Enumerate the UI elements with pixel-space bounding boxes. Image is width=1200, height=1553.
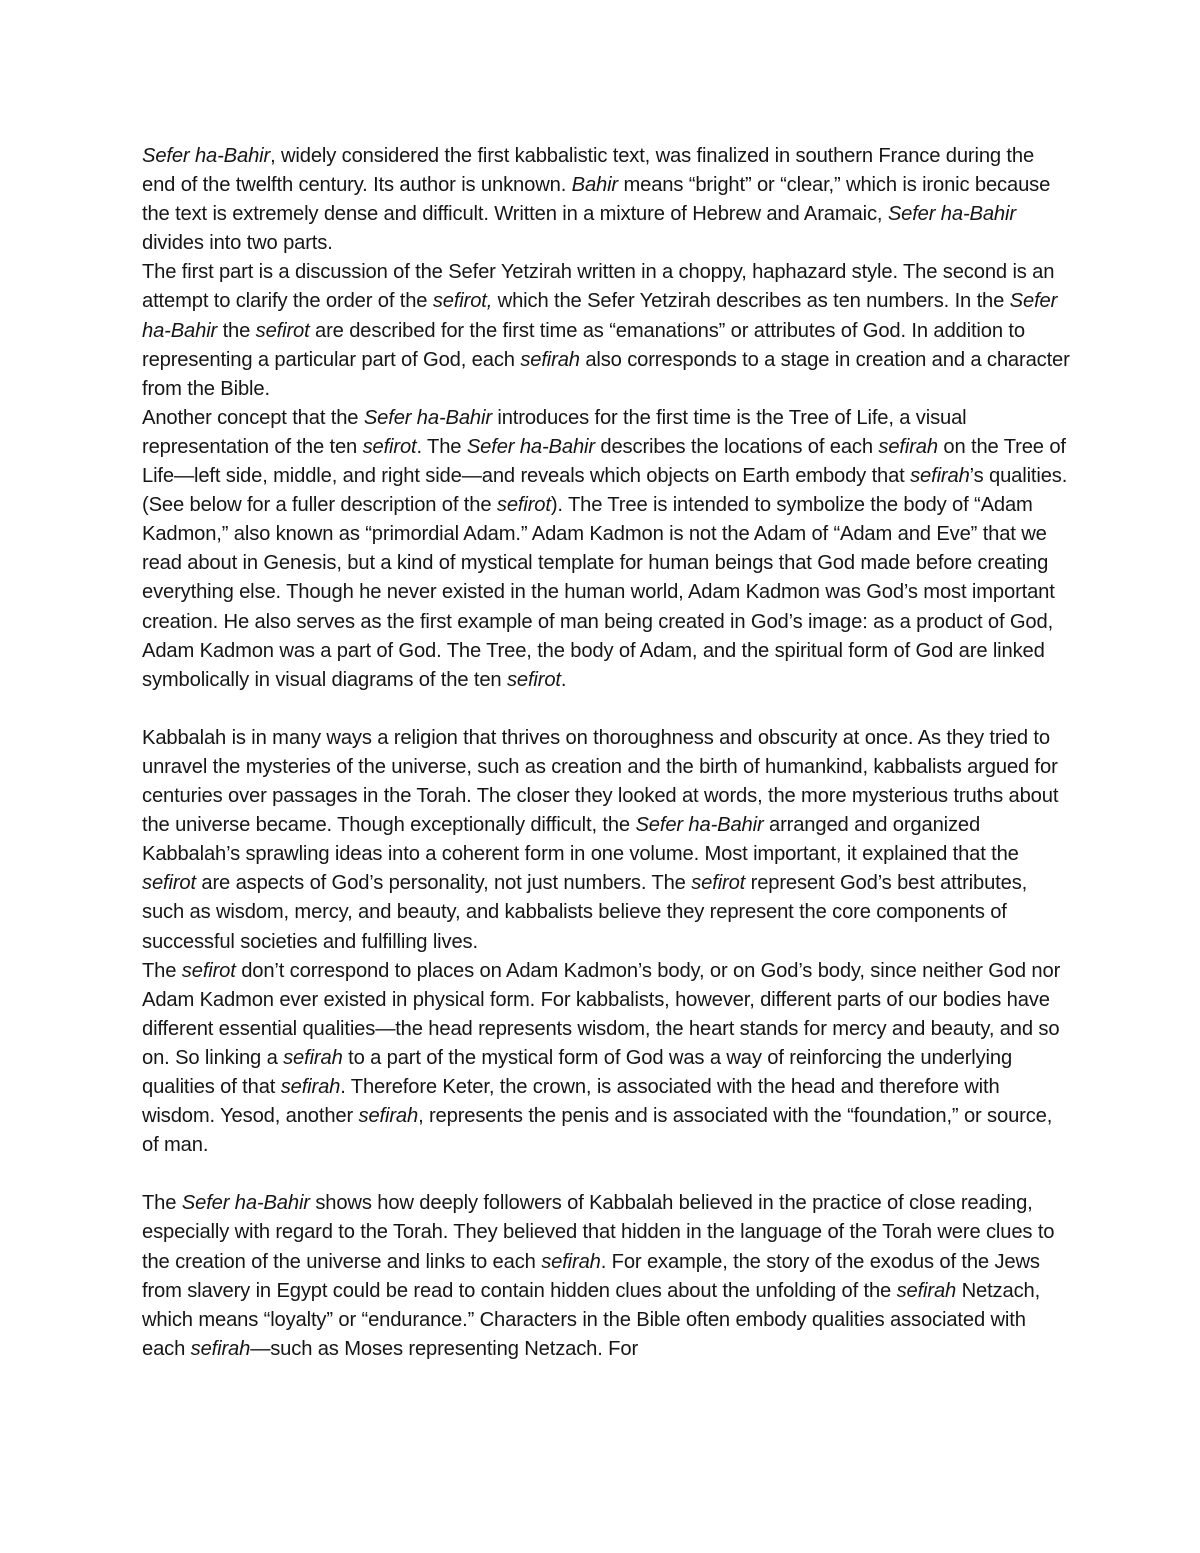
text-run: are aspects of God’s personality, not just numbers. The [195,872,692,895]
italic-text-run: sefirot [255,319,310,342]
italic-text-run: sefirot [506,668,561,691]
text-run: ). The Tree is intended to symbolize the body of “Adam Kadmon,” also known as “primordial Adam.” Adam Kadmon is not the Adam of “Adam and Eve” that we read about in Genesis, but a kind of mystical template for human beings that God made before creating everything else. Though he never existed in the human world, Adam Kadmon was God’s most important creation. He also serves as the first example of man being created in God’s image: as a product of God, Adam Kadmon was a part of God. The Tree, the body of Adam, and the spiritual form of God are linked symbolically in visual diagrams of the ten [142,494,1055,691]
italic-text-run: Sefer ha-Bahir [142,290,1058,342]
italic-text-run: Sefer ha-Bahir [635,814,764,837]
text-run: introduces for the first time is the Tree of Life, a visual representation of the ten [142,406,967,458]
blank-line [142,1160,1072,1189]
text-run: don’t correspond to places on Adam Kadmon’s body, or on God’s body, since neither God nor Adam Kadmon ever existed in physical form. For kabbalists, however, different parts of our bodies have different essential qualities—the head represents wisdom, the heart stands for mercy and beauty, and so on. So linking a [142,959,1061,1069]
italic-text-run: sefirot [362,435,417,458]
italic-text-run: sefirah [520,348,580,371]
italic-text-run: Sefer ha-Bahir [466,435,595,458]
text-run: which the Sefer Yetzirah describes as ten numbers. In the [492,290,1010,313]
text-run: arranged and organized Kabbalah’s sprawling ideas into a coherent form in one volume. Most important, it explained that the [142,814,1019,866]
text-run: are described for the first time as “emanations” or attributes of God. In addition to representing a particular part of God, each [142,319,1025,371]
text-run: to a part of the mystical form of God was a way of reinforcing the underlying qualities of that [142,1046,1013,1098]
italic-text-run: sefirot [496,494,551,517]
text-run: represent God’s best attributes, such as wisdom, mercy, and beauty, and kabbalists believe they represent the core components of successful societies and fulfilling lives. [142,872,1028,953]
italic-text-run: sefirah [878,435,938,458]
paragraph [142,404,1072,695]
blank-line [142,695,1072,724]
text-run: , represents the penis and is associated with the “foundation,” or source, of man. [142,1105,1053,1157]
italic-text-run: sefirot [142,872,196,895]
text-run: on the Tree of Life—left side, middle, and right side—and reveals which objects on Earth embody that [142,435,1066,488]
paragraph [142,1189,1072,1364]
italic-text-run: Sefer ha-Bahir [363,406,492,429]
italic-text-run: sefirot, [432,290,493,313]
italic-text-run: Bahir [571,174,619,197]
italic-text-run: Sefer ha-Bahir [181,1192,310,1215]
paragraph [142,724,1072,957]
italic-text-run: Sefer ha-Bahir [142,145,271,167]
italic-text-run: sefirah [541,1250,601,1273]
paragraph [142,142,1072,258]
paragraph [142,957,1072,1161]
text-run: means “bright” or “clear,” which is ironic because the text is extremely dense and difficult. Written in a mixture of Hebrew and Aramaic, [142,174,1051,226]
text-run: ’s qualities. (See below for a fuller description of the [142,465,1068,517]
text-run: the [217,319,256,342]
italic-text-run: sefirah [190,1337,251,1360]
italic-text-run: sefirah [358,1105,419,1128]
paragraph [142,258,1072,403]
text-run: Netzach, which means “loyalty” or “endurance.” Characters in the Bible often embody qualities associated with each [142,1279,1041,1360]
italic-text-run: sefirah [910,465,970,488]
text-run: The [142,959,182,982]
text-run: Kabbalah is in many ways a religion that thrives on thoroughness and obscurity at once. As they tried to unravel the mysteries of the universe, such as creation and the birth of humankind, kabbalists argued for centuries over passages in the Torah. The closer they looked at words, the more mysterious truths about the universe became. Though exceptionally difficult, the [142,726,1059,837]
text-run: . [560,668,567,691]
text-run: The [142,1192,182,1215]
italic-text-run: sefirot [181,959,236,982]
text-run: divides into two parts. [142,232,333,255]
italic-text-run: sefirah [896,1279,957,1302]
text-run: . Therefore Keter, the crown, is associated with the head and therefore with wisdom. Yesod, another [142,1076,1000,1128]
italic-text-run: sefirot [691,872,746,895]
text-run: The first part is a discussion of the Sefer Yetzirah written in a choppy, haphazard style. The second is an attempt to clarify the order of the [142,261,1055,313]
document-body [142,142,1072,1364]
text-run: , widely considered the first kabbalistic text, was finalized in southern France during the end of the twelfth century. Its author is unknown. [142,145,1035,197]
italic-text-run: sefirah [280,1076,341,1098]
text-run: shows how deeply followers of Kabbalah believed in the practice of close reading, especially with regard to the Torah. They believed that hidden in the language of the Torah were clues to the creation of the universe and links to each [142,1192,1055,1273]
text-run: Another concept that the [142,406,364,429]
italic-text-run: sefirah [283,1046,343,1069]
text-run: . The [416,435,467,458]
text-run: describes the locations of each [594,435,879,458]
text-run: . For example, the story of the exodus of the Jews from slavery in Egypt could be read to contain hidden clues about the unfolding of the [142,1250,1040,1302]
text-run: also corresponds to a stage in creation and a character from the Bible. [142,348,1070,400]
text-run: —such as Moses representing Netzach. For [250,1337,639,1360]
italic-text-run: Sefer ha-Bahir [887,203,1016,226]
